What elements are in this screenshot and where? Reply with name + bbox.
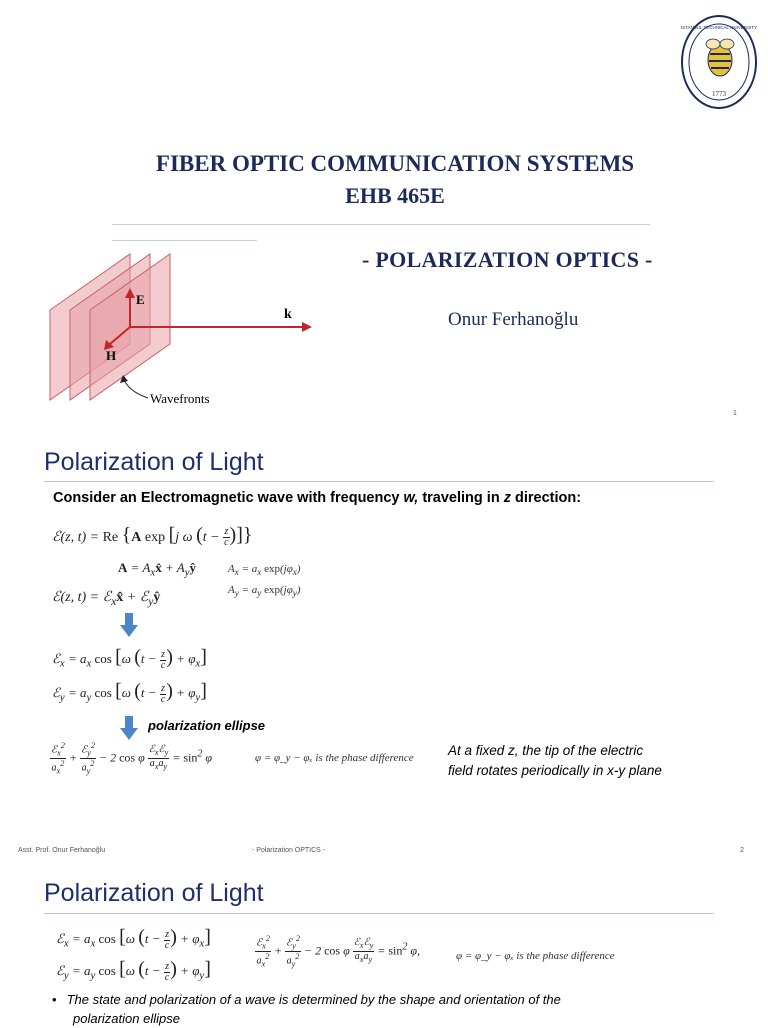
slide-2-note: At a fixed z, the tip of the electric field rotates periodically in x-y plane — [448, 743, 662, 778]
slide-2-title: Polarization of Light — [44, 448, 264, 476]
wavefront-figure — [44, 248, 314, 410]
slide-2-footer-center: - Polarization OPTICS - — [252, 847, 326, 854]
title-divider-short — [112, 240, 257, 241]
slide-3-eq-ey: ℰ$_y$ = $a_y$ cos [ω (t − $\frac{z}{c}$ ) + $\varphi_y$] — [56, 958, 211, 983]
slide-3-title: Polarization of Light — [44, 879, 264, 907]
slide-3-bullet: • The state and polarization of a wave is determined by the shape and orientation of the polarization ellipse — [52, 992, 561, 1026]
slide-2-title-underline — [44, 481, 714, 482]
university-logo — [680, 14, 758, 110]
title-divider — [112, 224, 650, 225]
label-wavefronts: Wavefronts — [150, 391, 210, 406]
slide-3-title-underline — [44, 913, 714, 914]
slide-2-page-number: 2 — [740, 847, 744, 854]
slide-3-eq-ellipse: $\frac{ℰ_x^2}{a_x^2}$ + $\frac{ℰ_y^2}{a_y^2}$ − 2 cos φ $\frac{ℰ_xℰ_y}{a_xa_y}$ = $\sin^2 \varphi$, — [256, 934, 421, 969]
eq-field-components: ℰ(z, t) = ℰ$_x$x̂ + ℰ$_y$ŷ — [52, 590, 161, 608]
eq-phase-difference: φ = φ_y − φₓ is the phase difference — [255, 752, 414, 764]
eq-amplitude-vector: $A = A_xx̂$ + $A_yŷ$ — [118, 560, 197, 579]
course-code: EHB 465E — [345, 183, 445, 208]
label-e: E — [136, 292, 145, 307]
down-arrow-icon — [120, 716, 138, 740]
wavefronts-pointer — [124, 380, 148, 398]
eq-ey: ℰ$_y$ = $a_y$ cos [ω (t − $\frac{z}{c}$ ) + $\varphi_y$] — [52, 680, 207, 705]
slide-2-intro: Consider an Electromagnetic wave with frequency w, traveling in z direction: — [53, 490, 582, 506]
eq-field-complex: ℰ(z, t) = Re {A exp [j ω (t − $\frac{z}{c}$ )]} — [52, 524, 253, 549]
label-h: H — [106, 348, 117, 363]
eq-ax-component: $A_x = a_x$ $\exp(j\varphi_x)$ — [228, 563, 301, 578]
label-k: k — [284, 307, 292, 322]
logo-ring-text: ISTANBUL TECHNICAL UNIVERSITY — [680, 25, 758, 30]
slide-3-eq-phase: φ = φ_y − φₓ is the phase difference — [456, 950, 615, 962]
ellipse-label: polarization ellipse — [148, 718, 266, 733]
eq-ay-component: $A_y = a_y$ $\exp(j\varphi_y)$ — [228, 584, 301, 599]
author-name: Onur Ferhanoğlu — [448, 309, 579, 330]
down-arrow-icon — [120, 613, 138, 637]
bullet-dot-icon: • — [52, 992, 57, 1007]
presentation-title: FIBER OPTIC COMMUNICATION SYSTEMS — [155, 151, 635, 176]
logo-year: 1773 — [712, 90, 726, 98]
eq-polarization-ellipse: $\frac{ℰ_x^2}{a_x^2}$ + $\frac{ℰ_y^2}{a_y^2}$ − 2 cos φ $\frac{ℰ_xℰ_y}{a_xa_y}$ = $\sin^2 \varphi$ — [51, 741, 213, 776]
eq-ex: ℰ$_x$ = $a_x$ cos [ω (t − $\frac{z}{c}$ ) + $\varphi_x$] — [52, 646, 207, 671]
presentation-subtitle: - POLARIZATION OPTICS - — [362, 247, 653, 272]
slide-1-page-number: 1 — [733, 410, 737, 417]
slide-2-footer-author: Asst. Prof. Onur Ferhanoğlu — [18, 847, 106, 854]
slide-3-eq-ex: ℰ$_x$ = $a_x$ cos [ω (t − $\frac{z}{c}$ ) + $\varphi_x$] — [56, 926, 211, 951]
